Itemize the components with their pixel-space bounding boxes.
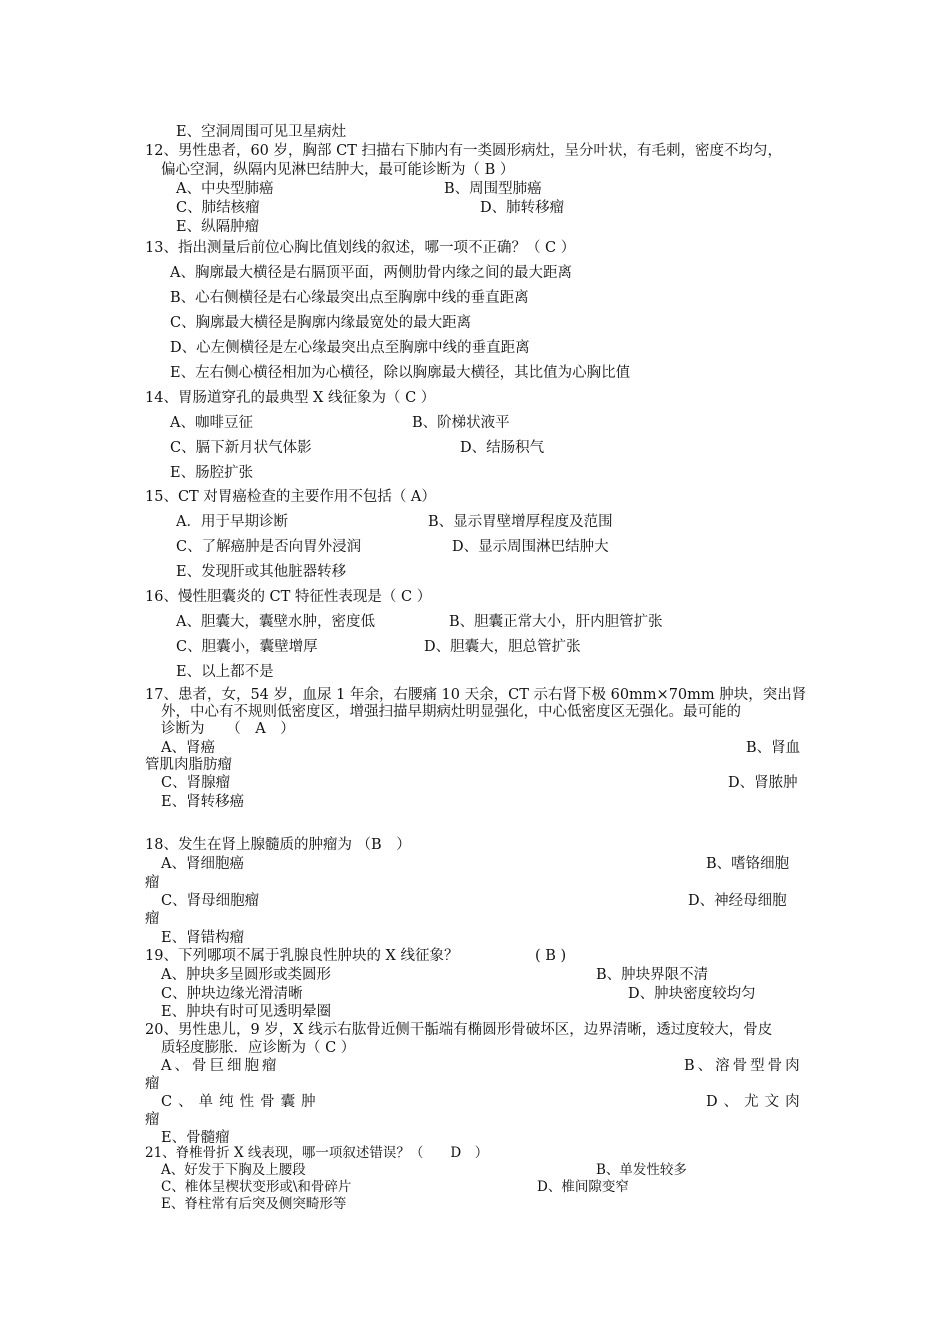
option: B、心右侧横径是右心缘最突出点至胸廓中线的垂直距离 [170, 290, 529, 306]
option: E、脊柱常有后突及侧突畸形等 [161, 1196, 347, 1212]
question-14: 14、胃肠道穿孔的最典型 X 线征象为（ C ） [145, 390, 436, 406]
option: A、中央型肺癌 [176, 181, 274, 197]
option: C、肿块边缘光滑清晰 [161, 986, 303, 1002]
option: C、肾母细胞瘤 [161, 893, 260, 909]
option: B、胆囊正常大小，肝内胆管扩张 [449, 614, 663, 630]
option: B、嗜铬细胞 [706, 856, 790, 872]
option: C、椎体呈楔状变形或\和骨碎片 [161, 1179, 352, 1195]
option: C、膈下新月状气体影 [170, 440, 312, 456]
option: A、胸廓最大横径是右膈顶平面，两侧肋骨内缘之间的最大距离 [170, 265, 572, 281]
question-21: 21、脊椎骨折 X 线表现，哪一项叙述错误？（ D ） [145, 1145, 489, 1161]
option: D、尤文肉 [706, 1094, 806, 1110]
question-17: 17、患者，女，54 岁，血尿 1 年余，右腰痛 10 天余，CT 示右肾下极 60mm×70mm 肿块，突出肾 [145, 687, 807, 703]
option: E、肾转移癌 [161, 794, 245, 810]
text-line: 瘤 [145, 875, 160, 891]
question-20: 20、男性患儿，9 岁，X 线示右肱骨近侧干骺端有椭圆形骨破坏区，边界清晰，透过度较大，骨皮 [145, 1022, 773, 1038]
text-line: 质轻度膨胀．应诊断为（ C ） [161, 1040, 356, 1056]
option: D、肾脓肿 [728, 775, 798, 791]
answer: ( B ) [535, 948, 567, 964]
option: E、纵隔肿瘤 [176, 219, 260, 235]
question-18: 18、发生在肾上腺髓质的肿瘤为 （B ） [145, 837, 411, 853]
text-line: E、空洞周围可见卫星病灶 [176, 124, 347, 140]
question-16: 16、慢性胆囊炎的 CT 特征性表现是（ C ） [145, 589, 432, 605]
option: B、显示胃壁增厚程度及范围 [428, 514, 613, 530]
option: E、左右侧心横径相加为心横径，除以胸廓最大横径，其比值为心胸比值 [170, 365, 631, 381]
option: D、胆囊大，胆总管扩张 [424, 639, 581, 655]
option: D、肿块密度较均匀 [628, 986, 756, 1002]
option: A、肾癌 [161, 740, 215, 756]
text-line: 偏心空洞，纵隔内见淋巴结肿大，最可能诊断为（ B ） [161, 162, 515, 178]
text-line: 诊断为 （ A ） [161, 721, 295, 737]
option: E、以上都不是 [176, 664, 274, 680]
option: A、肿块多呈圆形或类圆形 [161, 967, 331, 983]
option: B、肾血 [746, 740, 801, 756]
option: A、胆囊大，囊壁水肿，密度低 [176, 614, 375, 630]
option: C、单纯性骨囊肿 [161, 1094, 322, 1110]
option: D、肺转移瘤 [480, 200, 565, 216]
text-line: 外，中心有不规则低密度区，增强扫描早期病灶明显强化，中心低密度区无强化。最可能的 [161, 704, 741, 720]
text-line: 瘤 [145, 1112, 160, 1128]
option: E、发现肝或其他脏器转移 [176, 564, 347, 580]
option: B、周围型肺癌 [444, 181, 542, 197]
option: B、单发性较多 [596, 1162, 687, 1178]
option: A、好发于下胸及上腰段 [161, 1162, 306, 1178]
option: B、阶梯状液平 [412, 415, 510, 431]
option: D、神经母细胞 [688, 893, 787, 909]
option: D、结肠积气 [460, 440, 545, 456]
option: B、肿块界限不清 [596, 967, 709, 983]
option: C、胸廓最大横径是胸廓内缘最宽处的最大距离 [170, 315, 472, 331]
option: A、肾细胞癌 [161, 856, 244, 872]
text-line: 瘤 [145, 1076, 160, 1092]
question-13: 13、指出测量后前位心胸比值划线的叙述，哪一项不正确？（ C ） [145, 240, 576, 256]
option: C、肺结核瘤 [176, 200, 260, 216]
option: A．用于早期诊断 [176, 514, 288, 530]
option: C、肾腺瘤 [161, 775, 231, 791]
question-12: 12、男性患者，60 岁，胸部 CT 扫描右下肺内有一类圆形病灶，呈分叶状，有毛刺，密度不均匀， [145, 143, 782, 159]
question-15: 15、CT 对胃癌检查的主要作用不包括（ A） [145, 489, 436, 505]
option: D、心左侧横径是左心缘最突出点至胸廓中线的垂直距离 [170, 340, 530, 356]
option: C、胆囊小，囊壁增厚 [176, 639, 318, 655]
option: D、椎间隙变窄 [537, 1179, 629, 1195]
option: E、肾错构瘤 [161, 930, 245, 946]
option: C、了解癌肿是否向胃外浸润 [176, 539, 362, 555]
option: A、咖啡豆征 [170, 415, 253, 431]
option: B、溶骨型骨肉 [684, 1058, 803, 1074]
option: E、肠腔扩张 [170, 465, 254, 481]
option: D、显示周围淋巴结肿大 [452, 539, 609, 555]
option: E、肿块有时可见透明晕圈 [161, 1004, 332, 1020]
text-line: 管肌肉脂肪瘤 [145, 757, 232, 773]
text-line: 瘤 [145, 911, 160, 927]
question-19: 19、下列哪项不属于乳腺良性肿块的 X 线征象？ [145, 948, 459, 964]
option: A、骨巨细胞瘤 [161, 1058, 280, 1074]
option: E、骨髓瘤 [161, 1130, 230, 1146]
